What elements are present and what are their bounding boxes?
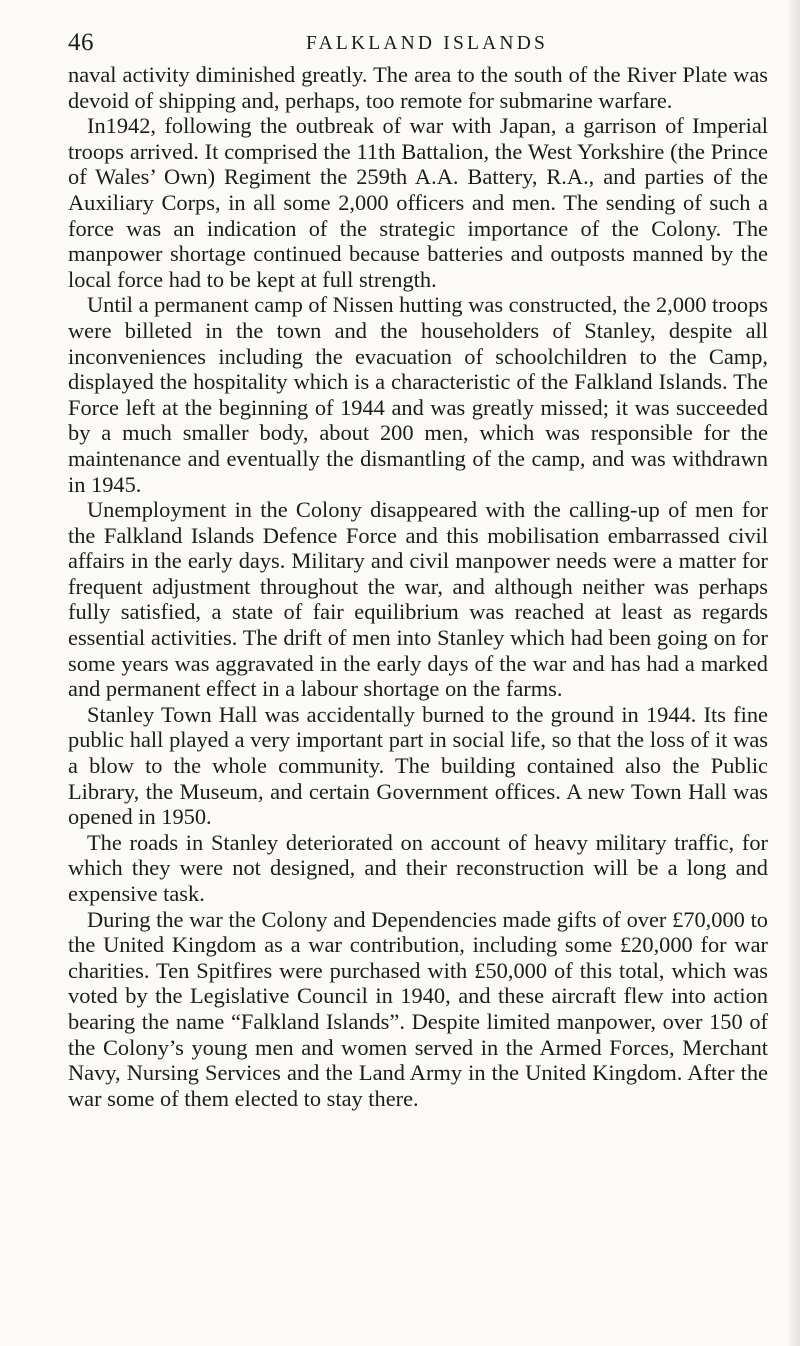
book-page [68,0,768,1111]
paragraph-nissen-camp: Until a permanent camp of Nissen hutting was constructed, the 2,000 troops were billeted in the town and the householders of Stanley, despite all inconveniences including the evacuation of schoolchildren to the Camp, displayed the hospitality which is a characteristic of the Falkland Islands. The Force left at the beginning of 1944 and was greatly missed; it was succeeded by a much smaller body, about 200 men, which was responsible for the maintenance and eventually the dismantling of the camp, and was withdrawn in 1945. [68,292,768,497]
body-text [68,62,768,1111]
page-edge-shadow [786,0,800,1346]
page-number: 46 [68,29,94,56]
running-head: FALKLAND ISLANDS [305,33,549,54]
paragraph-garrison-1942: In1942, following the outbreak of war with Japan, a garrison of Imperial troops arrived. It comprised the 11th Battalion, the West Yorkshire (the Prince of Wales’ Own) Regiment the 259th A.A. Battery, R.A., and parties of the Auxiliary Corps, in all some 2,000 officers and men. The sending of such a force was an indication of the strategic importance of the Colony. The manpower shortage continued because batteries and outposts manned by the local force had to be kept at full strength. [68,113,768,292]
paragraph-naval-activity: naval activity diminished greatly. The area to the south of the River Plate was devoid of shipping and, perhaps, too remote for submarine warfare. [68,62,768,113]
paragraph-unemployment: Unemployment in the Colony disappeared with the calling-up of men for the Falkland Islands Defence Force and this mobilisation embarrassed civil affairs in the early days. Military and civil manpower needs were a matter for frequent adjustment throughout the war, and although neither was perhaps fully satisfied, a state of fair equilibrium was reached at least as regards essential activities. The drift of men into Stanley which had been going on for some years was aggravated in the early days of the war and has had a marked and permanent effect in a labour shortage on the farms. [68,497,768,702]
paragraph-town-hall: Stanley Town Hall was accidentally burned to the ground in 1944. Its fine public hall played a very important part in social life, so that the loss of it was a blow to the whole community. The building contained also the Public Library, the Museum, and certain Government offices. A new Town Hall was opened in 1950. [68,701,768,830]
paragraph-war-gifts: During the war the Colony and Dependencies made gifts of over £70,000 to the United Kingdom as a war contribution, including some £20,000 for war charities. Ten Spitfires were purchased with £50,000 of this total, which was voted by the Legislative Council in 1940, and these aircraft flew into action bearing the name “Falkland Islands”. Despite limited manpower, over 150 of the Colony’s young men and women served in the Armed Forces, Merchant Navy, Nursing Services and the Land Army in the United Kingdom. After the war some of them elected to stay there. [68,906,768,1111]
paragraph-roads: The roads in Stanley deteriorated on account of heavy military traffic, for which they were not designed, and their reconstruction will be a long and expensive task. [68,829,768,906]
page-header [68,0,768,62]
